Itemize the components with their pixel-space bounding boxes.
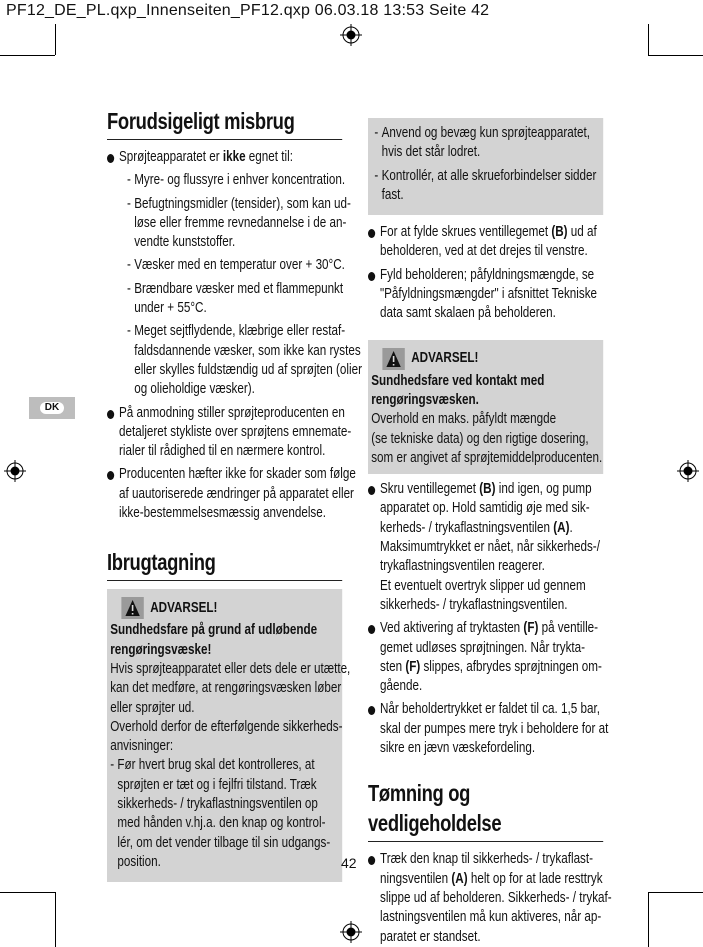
text: beholderen, ved at det drejes til venstre. [380,243,588,260]
dash-item: - Kontrollér, at alle skrueforbindelser sidder fast. [374,167,600,206]
text-line: lér, om det vender tilbage til sin udgangs- [117,834,331,851]
text-line: "Påfyldningsmængder" i afsnittet Tekniske [380,286,598,303]
text: helt op for at lade resttryk [467,870,603,887]
text-line: detaljeret stykliste over sprøjtens emnemate- [119,423,352,440]
text: . [569,519,573,536]
dash-item: - Brændbare væsker med et flammepunkt under + 55°C. [127,280,342,319]
text: slippes, afbrydes sprøjtningen om- [420,658,602,675]
text-line: eller sprøjter ud. [110,699,195,716]
warning-label: ADVARSEL! [411,350,479,367]
right-column [368,118,612,947]
bullet-fill-container [368,266,603,324]
heading-misuse: Forudsigeligt misbrug [107,106,342,140]
text: egnet til: [245,149,293,165]
text-bold: (A) [451,870,468,887]
text: Sprøjteapparatet er [119,149,223,165]
text-line: og olieholdige væsker). [134,381,255,398]
text-line: Myre- og flussyre i enhver koncentration. [134,172,346,189]
text: sten [380,658,406,675]
text-line: position. [117,853,161,870]
crop-mark [648,892,649,947]
crop-mark [648,55,703,56]
text-line: Meget sejtflydende, klæbrige eller restaf- [134,323,346,340]
registration-mark-icon [340,24,362,46]
text-line: skal der pumpes mere tryk i beholdere for at [380,720,609,737]
text-line: rialer til rådighed til en nærmere kontrol. [119,443,326,460]
crop-mark [0,892,55,893]
dash-item: - Anvend og bevæg kun sprøjteapparatet, hvis det står lodret. [374,124,600,163]
text-line: kan det medføre, at rengøringsvæsken løber [110,680,342,697]
text-bold: (B) [551,224,568,241]
text-line: Producenten hæfter ikke for skader som følge [119,466,356,483]
crop-mark [55,24,56,55]
warning-box [368,340,603,474]
text-bold: ikke [222,149,246,165]
heading-emptying: Tømning og vedligeholdelse [368,778,603,842]
text-line: (se tekniske data) og den rigtige dosering, [371,430,589,447]
text-line: Maksimumtrykket er nået, når sikkerheds-/ [380,539,600,556]
bullet-release-rest [380,889,612,947]
dash-item: - Væsker med en temperatur over + 30°C. [127,256,342,275]
warning-title [110,621,339,660]
text: Ved aktivering af tryktasten [380,620,524,637]
text-line: sikre en jævn væskefordeling. [380,740,536,757]
text: kerheds- / trykaflastningsventilen [380,519,554,536]
text-line: data samt skalaen på beholderen. [380,305,556,322]
text-line: ikke-bestemmelsesmæssig anvendelse. [119,505,326,522]
text-line: eller skylles fuldstændig ud af sprøjten (olier [134,361,362,378]
text-line: Sundhedsfare på grund af udløbende [110,622,318,639]
registration-mark-icon [4,460,26,482]
text: ind igen, og pump [495,481,592,498]
text-bold: (A) [553,519,570,536]
text-line: rengøringsvæske! [110,641,212,658]
dash-item: - Myre- og flussyre i enhver koncentration. [127,171,342,190]
bullet-unsuitable [107,148,342,167]
registration-mark-icon [340,921,362,943]
text-line: rengøringsvæsken. [371,391,479,408]
text-line: af uautoriserede ændringer på apparatet eller [119,485,354,502]
text-line: Sundhedsfare ved kontakt med [371,372,545,389]
text-line: paratet er standset. [380,928,481,945]
text-bold: (F) [405,658,421,675]
text-line: med hånden v.hj.a. den knap og kontrol- [117,815,326,832]
text: apparatet op. Hold samtidig øje med sik- [380,500,590,517]
warning-triangle-icon [121,597,143,619]
bullet-pump-rest [380,538,603,615]
text-line: slippe ud af beholderen. Sikkerheds- / trykaf- [380,889,612,906]
text-bold: (B) [479,481,496,498]
bullet-pressure [368,700,609,758]
warning-header [382,348,600,370]
text: ningsventilen [380,870,452,887]
text-line: Hvis sprøjteapparatet eller dets dele er utætte, [110,660,351,677]
text-line: Brændbare væsker med et flammepunkt [134,280,344,297]
text-line: Væsker med en temperatur over + 30°C. [134,257,345,274]
text: gemet udløses sprøjtningen. Når trykta- [380,639,586,656]
text-line: På anmodning stiller sprøjteproducenten en [119,404,345,421]
bullet-liability [107,465,356,523]
text-line: vendte kunststoffer. [134,234,236,251]
crop-mark [648,24,649,55]
registration-mark-icon [677,460,699,482]
text-line: faldsdannende væsker, som ikke kan rystes [134,342,361,359]
text: gående. [380,678,423,695]
warning-dash-item: - Før hvert brug skal det kontrolleres, at sprøjten er tæt og i fejlfri tilstand. Træk sikkerheds- / trykaflastningsventilen op med hånden v.hj.a. den knap og kontrol- lér, om det vender tilbage til sin udgangs- position. [110,756,339,872]
language-badge: DK [40,402,64,414]
warning-text [371,410,603,468]
bullet-fill-valve [368,223,603,262]
checklist-box [368,118,603,215]
crop-mark [0,55,55,56]
text: ud af [567,224,597,241]
text: Træk den knap til sikkerheds- / trykaflast- [380,851,594,868]
warning-title [371,372,600,411]
bullet-parts-list [107,404,352,462]
text: For at fylde skrues ventillegemet [380,224,552,241]
text-line: Kontrollér, at alle skrueforbindelser sidder [381,167,597,184]
warning-header [121,597,339,619]
page-number: 42 [341,855,357,871]
text: på ventille- [538,620,599,637]
bullet-release-pressure [368,850,612,946]
bullet-trigger [368,619,603,696]
text-line: Fyld beholderen; påfyldningsmængde, se [380,266,595,283]
text-line: trykaflastningsventilen reagerer. [380,558,545,575]
text: Skru ventillegemet [380,481,480,498]
language-tab [29,397,75,419]
text-line: Et eventuelt overtryk slipper ud gennem [380,577,586,594]
text-line: sprøjten er tæt og i fejlfri tilstand. Træk [117,776,317,793]
text-line: sikkerheds- / trykaflastningsventilen. [380,596,568,613]
warning-text [110,660,351,756]
text-bold: (F) [523,620,539,637]
text-line: hvis det står lodret. [381,144,481,161]
warning-triangle-icon [382,348,404,370]
dash-item: - Befugtningsmidler (tensider), som kan ud- løse eller fremme revnedannelse i de an- vendte kunststoffer. [127,195,342,253]
text-line: lastningsventilen må kun aktiveres, når ap- [380,909,602,926]
unsuitable-list [107,171,362,399]
crop-mark [55,892,56,947]
text-line: Befugtningsmidler (tensider), som kan ud- [134,195,351,212]
text-line: Når beholdertrykket er faldet til ca. 1,5 bar, [380,701,600,718]
text-line: som er angivet af sprøjtemiddelproducenten. [371,449,603,466]
text-line: løse eller fremme revnedannelse i de an- [134,214,347,231]
slug-line: PF12_DE_PL.qxp_Innenseiten_PF12.qxp 06.03.18 13:53 Seite 42 [6,2,490,19]
bullet-pump [368,480,603,615]
text-line: under + 55°C. [134,300,207,317]
text-line: sikkerheds- / trykaflastningsventilen op [117,796,318,813]
text-line: fast. [381,186,404,203]
crop-mark [648,892,703,893]
dash-item: - Meget sejtflydende, klæbrige eller restaf- faldsdannende væsker, som ikke kan rystes eller skylles fuldstændig ud af sprøjten (olier og olieholdige væsker). [127,322,342,399]
heading-commissioning: Ibrugtagning [107,547,342,581]
text-line: Overhold en maks. påfyldt mængde [371,411,557,428]
text-line: Før hvert brug skal det kontrolleres, at [117,757,315,774]
text-line: Overhold derfor de efterfølgende sikkerheds- [110,718,343,735]
text-line: anvisninger: [110,738,174,755]
text-line: Anvend og bevæg kun sprøjteapparatet, [381,125,590,141]
warning-label: ADVARSEL! [150,599,218,616]
